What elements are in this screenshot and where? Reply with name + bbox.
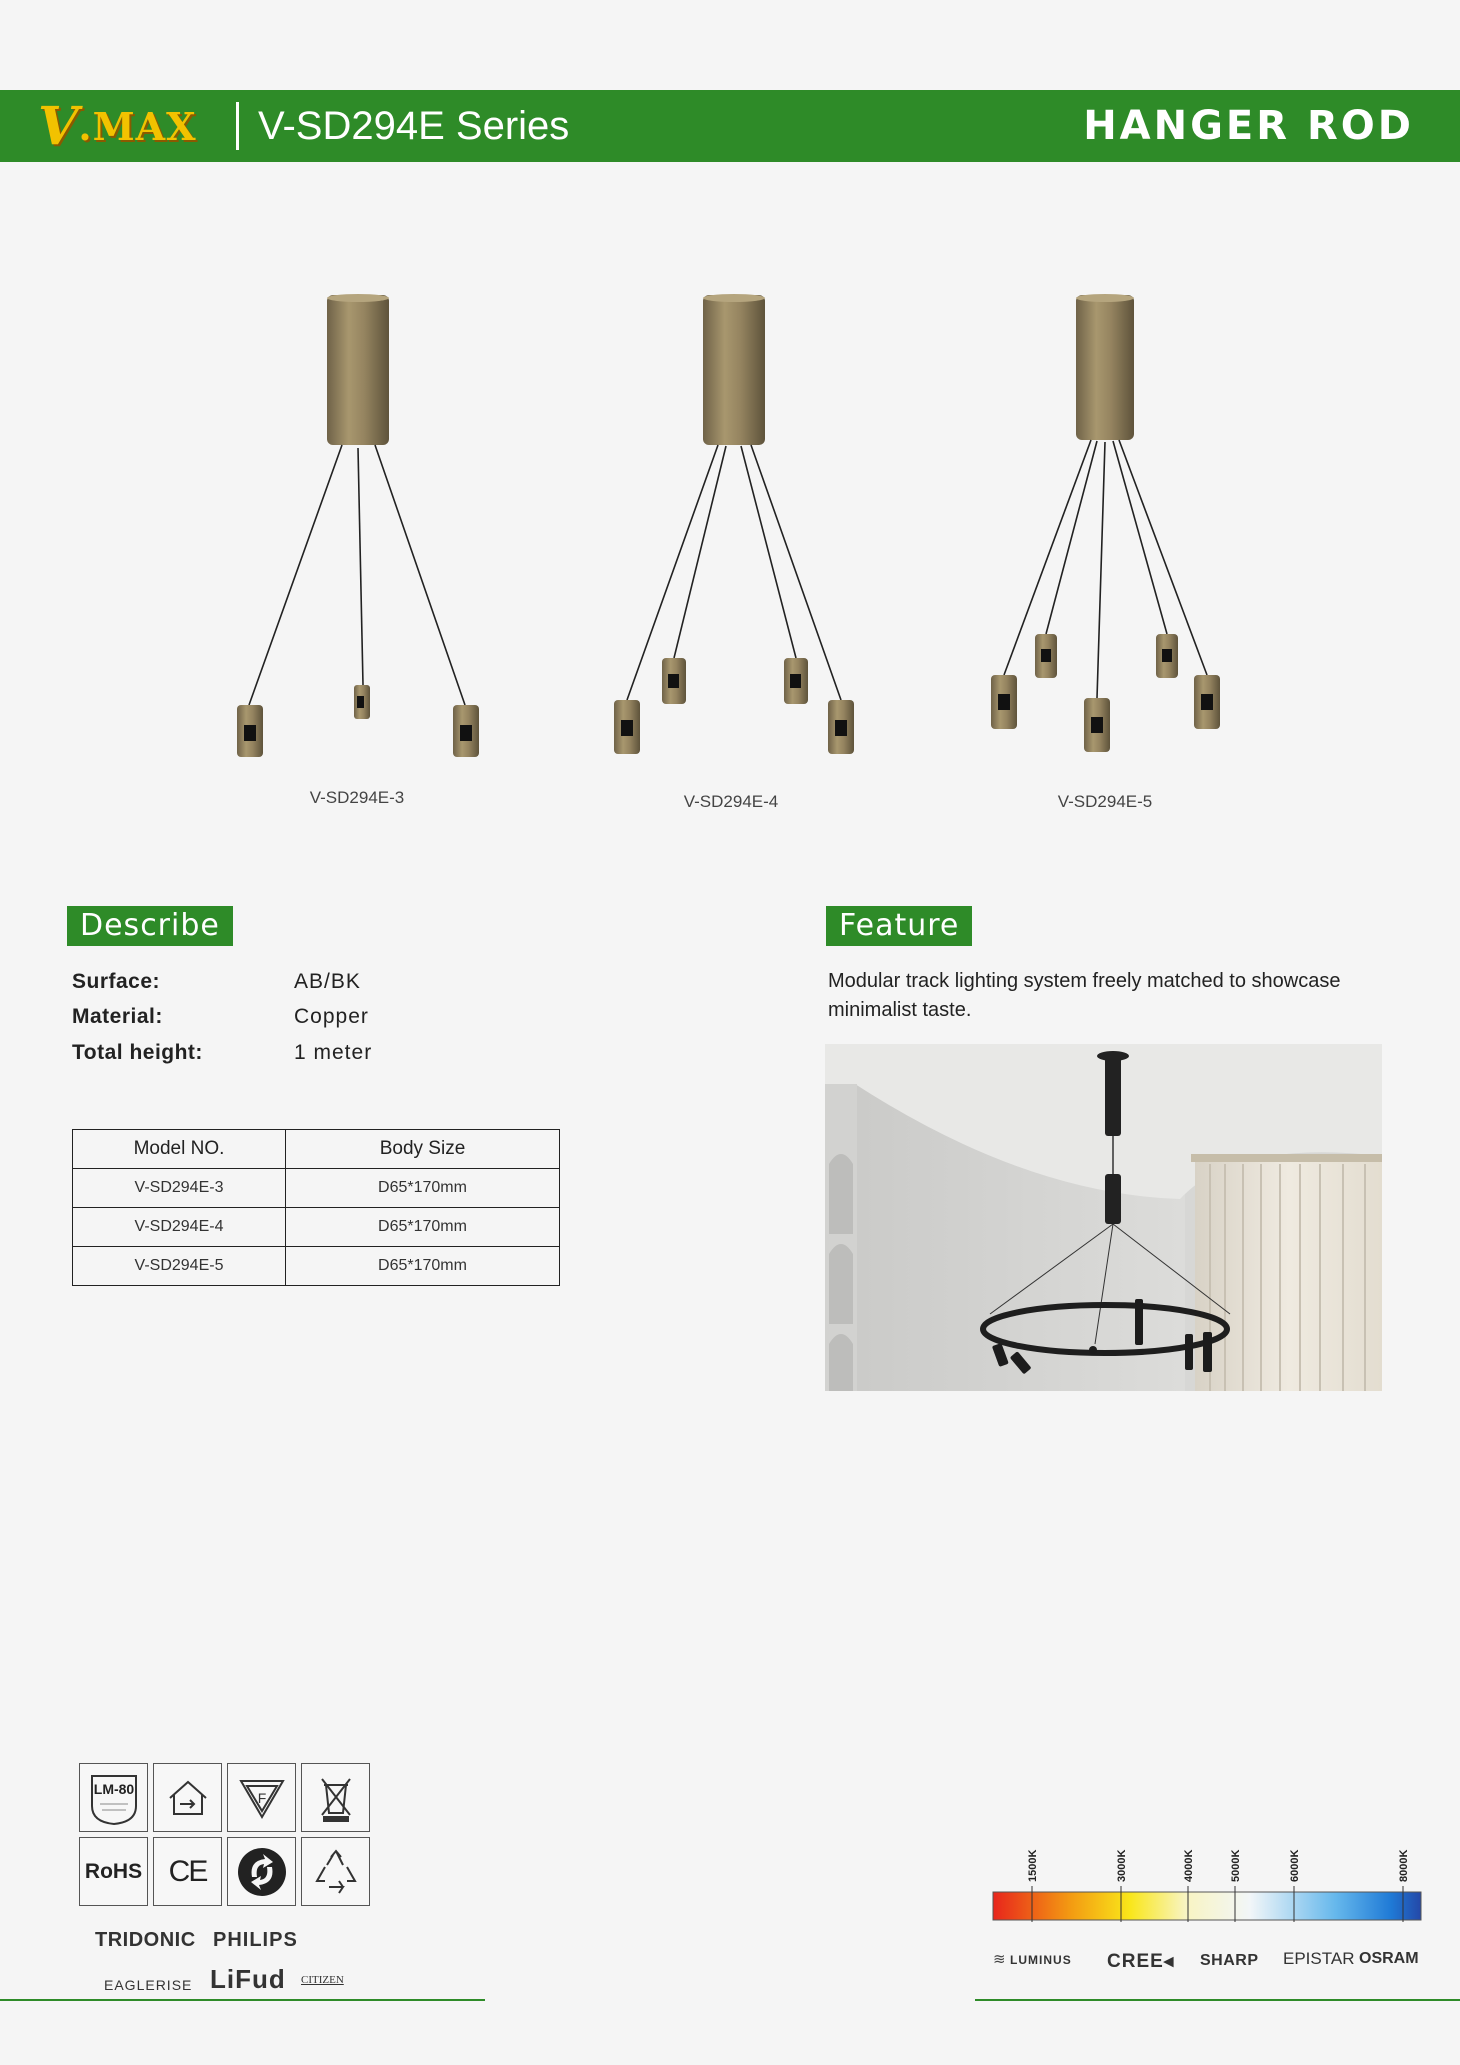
product-v-sd294e-4: [571, 280, 891, 840]
describe-value: Copper: [294, 1005, 369, 1028]
table-row: [73, 1247, 560, 1286]
describe-value: 1 meter: [294, 1041, 373, 1064]
kelvin-tick-label: 3000K: [1116, 1849, 1128, 1882]
sharp-logo: SHARP: [1200, 1952, 1259, 1969]
header-bar: [0, 90, 1460, 162]
describe-value: AB/BK: [294, 970, 361, 993]
kelvin-tick-label: 5000K: [1230, 1849, 1242, 1882]
osram-logo: OSRAM: [1359, 1950, 1419, 1967]
recycle-icon: [301, 1837, 370, 1906]
cell-size: D65*170mm: [286, 1247, 560, 1286]
product-label: V-SD294E-5: [1057, 792, 1153, 811]
indoor-use-icon: [153, 1763, 222, 1832]
describe-key: Surface:: [72, 970, 161, 993]
kelvin-tick-label: 8000K: [1398, 1849, 1410, 1882]
feature-description: Modular track lighting system freely matched to showcase minimalist taste.: [828, 970, 1341, 1021]
product-gallery: [0, 280, 1460, 840]
table-row: [73, 1169, 560, 1208]
installation-photo: [825, 1044, 1382, 1391]
luminus-swoosh-icon: ≋: [993, 1951, 1006, 1968]
citizen-logo: CITIZEN: [301, 1974, 344, 1986]
pendant-5-heads-image: [945, 280, 1265, 780]
weee-bin-icon: [301, 1763, 370, 1832]
room-scene-image: [825, 1044, 1382, 1391]
cell-size: D65*170mm: [286, 1169, 560, 1208]
cree-arrow-icon: ◂: [1163, 1951, 1175, 1972]
f-mark-icon: [227, 1763, 296, 1832]
column-header-size: Body Size: [286, 1130, 560, 1169]
green-point-icon: [227, 1837, 296, 1906]
svg-text:F: F: [257, 1789, 266, 1806]
pendant-4-heads-image: [571, 280, 891, 780]
product-label: V-SD294E-3: [309, 788, 405, 807]
describe-key: Material:: [72, 1005, 163, 1028]
eaglerise-logo: EAGLERISE: [104, 1977, 193, 1993]
epistar-logo: EPISTAR: [1283, 1949, 1355, 1968]
category-title: HANGER ROD: [1083, 103, 1414, 149]
footer-line-right: [975, 1999, 1460, 2001]
color-temperature-scale: [990, 1830, 1426, 1930]
luminus-logo: ≋ LUMINUS: [993, 1951, 1072, 1968]
certification-icons: [79, 1763, 373, 1911]
table-header-row: [73, 1130, 560, 1169]
vmax-logo: [38, 95, 197, 157]
describe-heading: Describe: [67, 906, 233, 946]
product-v-sd294e-5: [945, 280, 1265, 840]
tridonic-logo: TRIDONIC: [95, 1929, 196, 1951]
rohs-icon: [79, 1837, 148, 1906]
feature-heading: Feature: [826, 906, 972, 946]
describe-key: Total height:: [72, 1041, 203, 1064]
cell-model: V-SD294E-4: [73, 1208, 286, 1247]
svg-text:LM-80: LM-80: [93, 1780, 134, 1797]
kelvin-tick-label: 1500K: [1027, 1849, 1039, 1882]
product-v-sd294e-3: [197, 280, 517, 840]
header-divider: [236, 102, 239, 150]
kelvin-tick-label: 6000K: [1289, 1849, 1301, 1882]
cell-model: V-SD294E-3: [73, 1169, 286, 1208]
rohs-label: RoHS: [84, 1859, 143, 1883]
cell-model: V-SD294E-5: [73, 1247, 286, 1286]
logo-v: V: [38, 95, 77, 157]
pendant-3-heads-image: [197, 280, 517, 780]
table-row: [73, 1208, 560, 1247]
kelvin-tick-label: 4000K: [1183, 1849, 1195, 1882]
lm80-icon: [79, 1763, 148, 1832]
logo-max: .MAX: [78, 103, 197, 149]
lifud-logo: LiFud: [210, 1964, 286, 1994]
cree-logo: CREE◂: [1107, 1951, 1175, 1972]
cell-size: D65*170mm: [286, 1208, 560, 1247]
philips-logo: PHILIPS: [213, 1929, 298, 1951]
ce-icon: [153, 1837, 222, 1906]
column-header-model: Model NO.: [73, 1130, 286, 1169]
footer-line-left: [0, 1999, 485, 2001]
ce-label: CE: [168, 1854, 207, 1888]
series-title: V-SD294E Series: [258, 104, 570, 148]
product-label: V-SD294E-4: [683, 792, 779, 811]
spec-table: [72, 1129, 560, 1286]
